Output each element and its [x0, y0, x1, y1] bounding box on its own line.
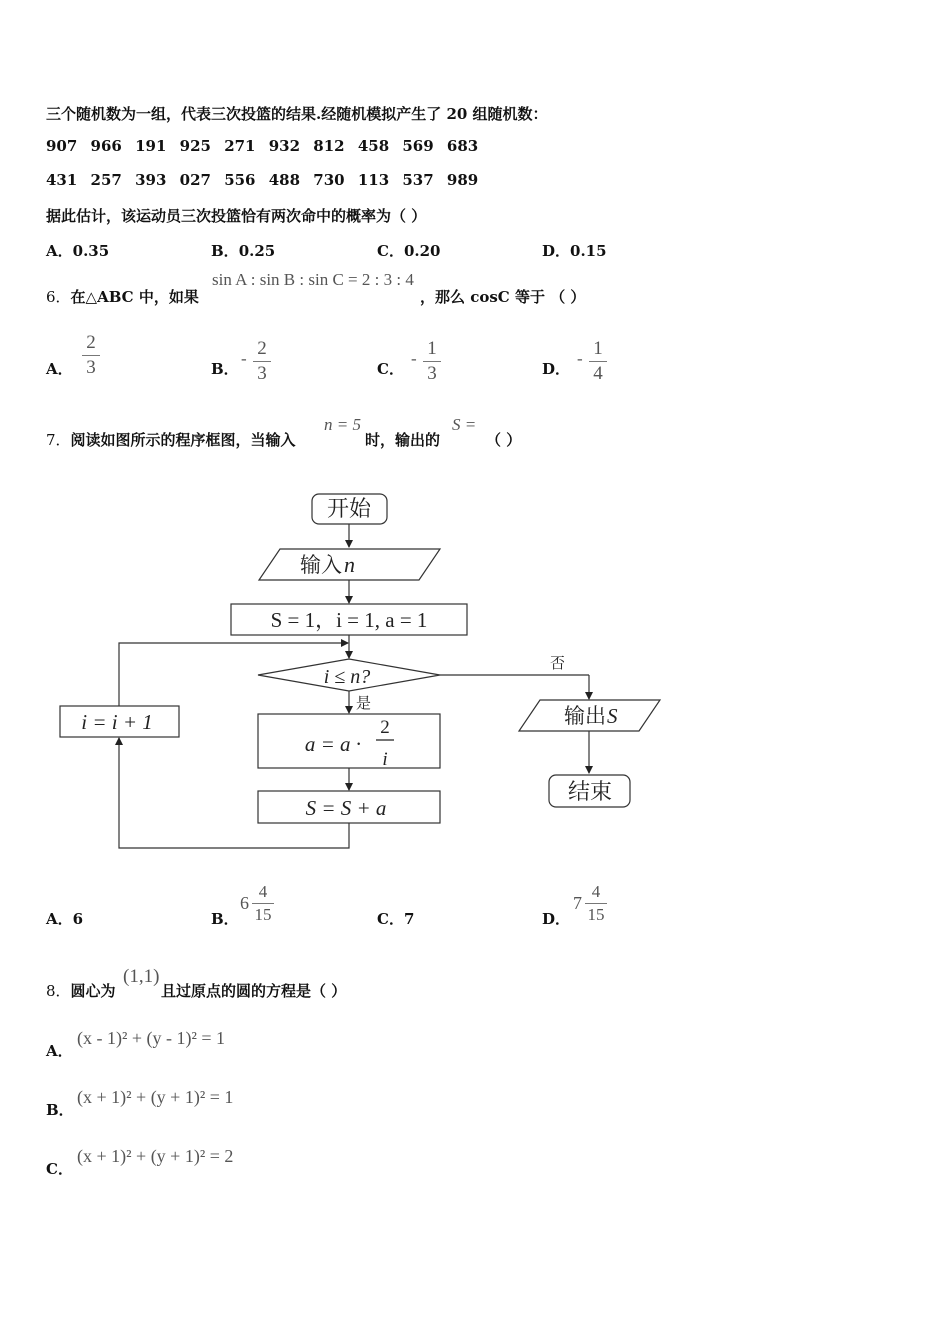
q7-option-c: C．7: [377, 910, 415, 928]
question-6-stem: 6．在△ABC 中，如果: [46, 288, 199, 306]
random-number: 925: [179, 137, 211, 155]
q7-option-d-whole: 7: [573, 893, 582, 913]
input-label: 输入: [300, 553, 342, 577]
random-number: 569: [402, 137, 434, 155]
end-label: 结束: [567, 779, 613, 804]
input-var: n: [344, 552, 355, 577]
q6-option-c-fraction: 1 3: [423, 338, 441, 385]
q6-option-b-sign: -: [241, 349, 247, 368]
output-label: 输出: [564, 704, 606, 728]
start-label: 开始: [326, 496, 372, 521]
input-n-formula: n = 5: [324, 415, 361, 434]
q6-option-b-fraction: 2 3: [253, 338, 271, 385]
no-label: 否: [550, 656, 566, 672]
q6-option-b-label: B．: [211, 360, 239, 378]
init-label: S = 1，i = 1, a = 1: [270, 608, 428, 632]
question-8-stem: 8．圆心为: [46, 982, 116, 1000]
q7-option-b-fraction: 4 15: [252, 882, 274, 925]
random-number: 556: [224, 171, 256, 189]
update-a-label: a = a ·: [304, 732, 361, 756]
q6-option-d-label: D．: [542, 360, 571, 378]
question-number: 8．: [46, 982, 71, 1000]
question-number: 7．: [46, 431, 71, 449]
q6-option-c-label: C．: [377, 360, 404, 378]
yes-label: 是: [356, 696, 372, 712]
ratio-formula: sin A : sin B : sin C = 2 : 3 : 4: [212, 270, 414, 289]
intro-option-a: A．0.35: [46, 242, 110, 260]
question-7-stem: 7．阅读如图所示的程序框图，当输入: [46, 431, 296, 449]
output-s-formula: S =: [452, 415, 477, 434]
q6-option-d-fraction: 1 4: [589, 338, 607, 385]
question-7-tail: （ ）: [486, 431, 522, 449]
update-s-label: S = S + a: [305, 796, 387, 820]
question-number: 6．: [46, 288, 71, 306]
q6-option-a-fraction: 2 3: [82, 332, 100, 379]
random-number: 271: [224, 137, 256, 155]
intro-question: 据此估计，该运动员三次投篮恰有两次命中的概率为（ ）: [46, 207, 427, 225]
q7-option-d-fraction: 4 15: [585, 882, 607, 925]
random-number: 989: [446, 171, 479, 189]
random-number: 932: [268, 137, 301, 155]
random-number: 113: [357, 171, 390, 189]
random-number: 812: [313, 137, 345, 155]
question-8-tail: 且过原点的圆的方程是（ ）: [161, 982, 347, 1000]
question-7-mid: 时，输出的: [365, 431, 441, 449]
q8-option-c-label: C．: [46, 1160, 73, 1178]
q8-option-b-label: B．: [46, 1101, 74, 1119]
question-6-tail: ，那么 cosC 等于 （ ）: [420, 288, 586, 306]
update-a-denominator: i: [382, 749, 388, 770]
q8-option-a-formula: (x - 1)² + (y - 1)² = 1: [77, 1028, 226, 1048]
intro-option-c: C．0.20: [377, 242, 441, 260]
output-var: S: [607, 704, 618, 728]
random-number: 683: [446, 137, 479, 155]
q6-option-d-sign: -: [577, 349, 583, 368]
q7-option-b-label: B．: [211, 910, 239, 928]
random-number: 537: [402, 171, 434, 189]
q8-option-b-formula: (x + 1)² + (y + 1)² = 1: [77, 1087, 234, 1107]
intro-option-d: D．0.15: [542, 242, 607, 260]
q7-option-b-whole: 6: [240, 893, 249, 913]
circle-center: (1,1): [123, 966, 160, 987]
condition-label: i ≤ n?: [323, 666, 371, 688]
intro-option-b: B．0.25: [211, 242, 276, 260]
random-number: 393: [135, 171, 167, 189]
random-number: 966: [90, 137, 122, 155]
q8-option-a-label: A．: [46, 1042, 73, 1060]
increment-label: i = i + 1: [81, 710, 153, 734]
intro-text: 三个随机数为一组，代表三次投篮的结果.经随机模拟产生了 20 组随机数：: [46, 105, 548, 123]
random-number: 027: [179, 171, 211, 189]
random-number: 907: [46, 137, 78, 155]
random-number: 458: [357, 137, 390, 155]
q8-option-c-formula: (x + 1)² + (y + 1)² = 2: [77, 1146, 234, 1166]
q6-option-c-sign: -: [411, 349, 417, 368]
q7-option-a: A．6: [46, 910, 84, 928]
update-a-numerator: 2: [380, 717, 390, 738]
q7-option-d-label: D．: [542, 910, 571, 928]
random-number: 191: [135, 137, 167, 155]
random-number: 488: [268, 171, 301, 189]
random-number: 257: [90, 171, 122, 189]
random-number: 431: [46, 171, 78, 189]
q6-option-a-label: A．: [46, 360, 73, 378]
random-number: 730: [313, 171, 345, 189]
